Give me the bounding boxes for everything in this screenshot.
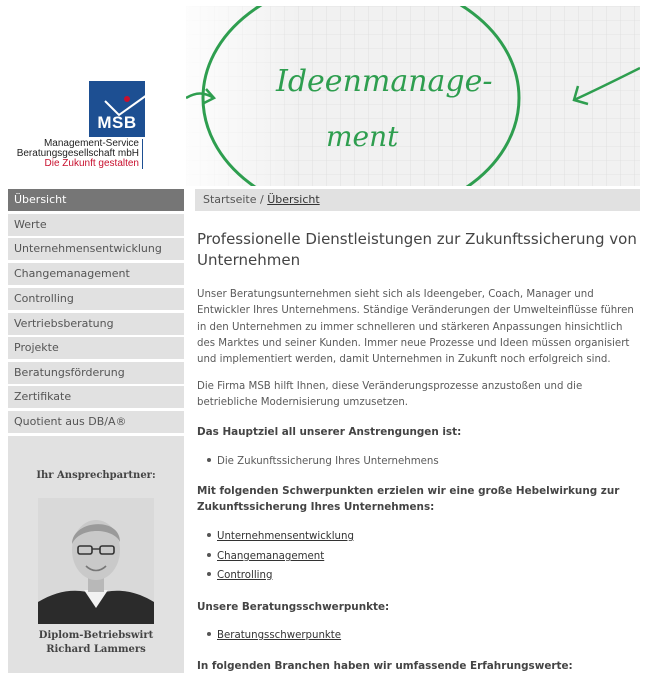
- focus-link-changemanagement[interactable]: Changemanagement: [217, 551, 325, 562]
- goal-list-item: [207, 455, 439, 469]
- focus-list-item: [207, 530, 354, 544]
- goal-heading: Das Hauptziel all unserer Anstrengungen ist:: [197, 426, 462, 438]
- consult-link[interactable]: Beratungsschwerpunkte: [217, 630, 342, 641]
- bullet-dot-icon: [207, 572, 211, 576]
- hero-illustration: [186, 6, 640, 186]
- sidebar-item-changemanagement[interactable]: Changemanagement: [8, 263, 184, 285]
- focus-list-item: [207, 550, 324, 564]
- breadcrumb: [195, 189, 640, 211]
- contact-photo: [38, 498, 154, 624]
- breadcrumb-home[interactable]: Startseite: [203, 193, 257, 206]
- sidebar-item-unternehmensentwicklung[interactable]: Unternehmensentwicklung: [8, 238, 184, 260]
- logo-divider: [142, 139, 143, 169]
- logo-company-text: [8, 139, 139, 169]
- breadcrumb-current[interactable]: Übersicht: [267, 193, 320, 206]
- person-portrait-icon: [38, 498, 154, 624]
- hero-handwriting-1: Ideenmanage-: [276, 64, 493, 99]
- sidebar-item-quotient[interactable]: Quotient aus DB/A®: [8, 411, 184, 433]
- hero-image: [186, 6, 640, 186]
- logo-abbr: MSB: [97, 113, 137, 132]
- sidebar-item-controlling[interactable]: Controlling: [8, 288, 184, 310]
- focus-link-controlling[interactable]: Controlling: [217, 570, 273, 581]
- sidebar-item-zertifikate[interactable]: Zertifikate: [8, 386, 184, 408]
- consult-heading: Unsere Beratungsschwerpunkte:: [197, 601, 390, 613]
- consult-list-item: [207, 629, 341, 643]
- msb-logo[interactable]: [89, 81, 145, 137]
- bullet-dot-icon: [207, 533, 211, 537]
- breadcrumb-separator: /: [256, 193, 268, 206]
- site-header: [8, 6, 640, 186]
- intro-paragraph: Unser Beratungsunternehmen sieht sich als Ideengeber, Coach, Manager und Entwickler Ihres Unternehmens. Ständige Veränderungen der Umwelteinflüsse führen in den Unternehmen zu immer schnelleren und stärkeren Anpassungen hinsichtlich des Marktes und seiner Kunden. Immer neue Prozesse und Ideen müssen organisiert und implementiert werden, damit Unternehmen in Zukunft noch erfolgreich sind.: [197, 289, 634, 366]
- bullet-dot-icon: [207, 632, 211, 636]
- bullet-dot-icon: [207, 458, 211, 462]
- contact-name: Richard Lammers: [46, 644, 146, 655]
- industries-heading: In folgenden Branchen haben wir umfassende Erfahrungswerte:: [197, 660, 573, 672]
- bullet-dot-icon: [207, 553, 211, 557]
- sidebar-item-werte[interactable]: Werte: [8, 214, 184, 236]
- focus-list-item: [207, 569, 272, 583]
- contact-heading: Ihr Ansprechpartner:: [36, 470, 156, 481]
- page-title: Professionelle Dienstleistungen zur Zukunftssicherung von Unternehmen: [197, 230, 637, 269]
- hero-handwriting-2: ment: [326, 120, 399, 153]
- logo-slogan: Die Zukunft gestalten: [44, 158, 139, 169]
- sidebar-item-beratungsfoerderung[interactable]: Beratungsförderung: [8, 362, 184, 384]
- logo-line2: Beratungsgesellschaft mbH: [16, 148, 139, 159]
- focus-link-unternehmensentwicklung[interactable]: Unternehmensentwicklung: [217, 531, 354, 542]
- logo-line1: Management-Service: [43, 138, 139, 149]
- sidebar-item-uebersicht[interactable]: Übersicht: [8, 189, 184, 211]
- sidebar-item-projekte[interactable]: Projekte: [8, 337, 184, 359]
- logo-area[interactable]: [8, 6, 186, 186]
- goal-item-text: Die Zukunftssicherung Ihres Unternehmens: [217, 456, 439, 467]
- contact-title: Diplom-Betriebswirt: [38, 630, 154, 641]
- contact-box: [8, 436, 184, 673]
- focus-heading: Mit folgenden Schwerpunkten erzielen wir eine große Hebelwirkung zur Zukunftssicherung Ihres Unternehmens:: [197, 485, 620, 514]
- sidebar-item-vertriebsberatung[interactable]: Vertriebsberatung: [8, 313, 184, 335]
- msb-paragraph: Die Firma MSB hilft Ihnen, diese Veränderungsprozesse anzustoßen und die betriebliche Modernisierung umzusetzen.: [197, 381, 583, 409]
